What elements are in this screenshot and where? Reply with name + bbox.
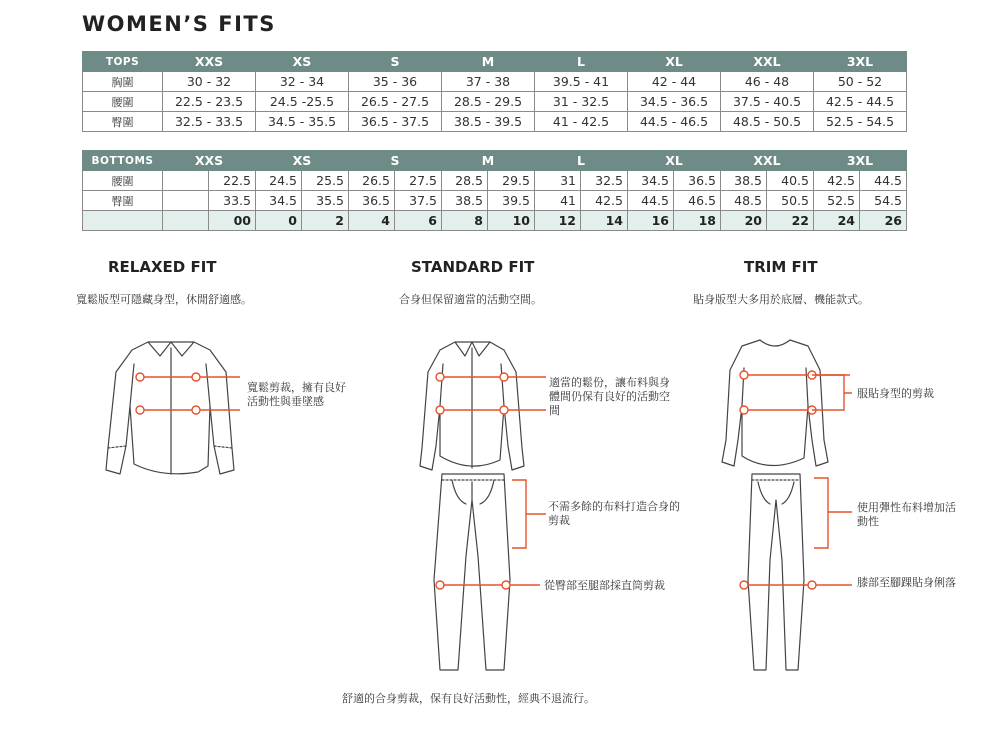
trim-leggings-icon: [748, 474, 804, 670]
table-cell: 39.5 - 41: [535, 72, 628, 92]
marker-circle: [192, 373, 200, 381]
standard-fit-description: 合身但保留適當的活動空間。: [399, 293, 542, 306]
table-cell: 32.5: [581, 171, 628, 191]
table-cell: 34.5 - 36.5: [628, 92, 721, 112]
marker-circle: [808, 581, 816, 589]
standard-fit-note-top: 適當的鬆份，讓布料與身體間仍保有良好的活動空間: [549, 376, 670, 417]
table-cell: 38.5: [721, 171, 767, 191]
table-cell: 41 - 42.5: [535, 112, 628, 132]
size-header-cell: 3XL: [814, 52, 907, 72]
us-size-cell: 16: [628, 211, 674, 231]
table-cell: 41: [535, 191, 581, 211]
table-cell: 26.5 - 27.5: [349, 92, 442, 112]
marker-circle: [740, 581, 748, 589]
page-title: WOMEN’S FITS: [82, 12, 276, 36]
table-cell: 28.5: [442, 171, 488, 191]
table-cell: 42.5: [581, 191, 628, 211]
table-cell: 46.5: [674, 191, 721, 211]
table-cell: 50 - 52: [814, 72, 907, 92]
relaxed-fit-title: RELAXED FIT: [108, 258, 217, 276]
table-cell: 37.5 - 40.5: [721, 92, 814, 112]
table-cell: 34.5: [628, 171, 674, 191]
row-label: 臀圍: [83, 191, 163, 211]
table-cell: 46 - 48: [721, 72, 814, 92]
table-cell: 52.5: [814, 191, 860, 211]
trim-fit-note-middle: 使用彈性布料增加活動性: [857, 501, 956, 528]
size-header-cell: S: [349, 151, 442, 171]
us-size-cell: 14: [581, 211, 628, 231]
size-header-cell: XS: [256, 151, 349, 171]
us-size-cell: 22: [767, 211, 814, 231]
relaxed-shirt-icon: [106, 342, 234, 474]
us-size-cell: 2: [302, 211, 349, 231]
table-cell: 33.5: [209, 191, 256, 211]
trim-fit-note-top: 服貼身型的剪裁: [857, 387, 934, 400]
trim-hip-bracket: [814, 478, 852, 548]
marker-circle: [136, 373, 144, 381]
relaxed-fit-description: 寬鬆版型可隱藏身型，休閒舒適感。: [76, 293, 252, 306]
standard-fit-title: STANDARD FIT: [411, 258, 535, 276]
marker-circle: [500, 406, 508, 414]
table-cell: 44.5 - 46.5: [628, 112, 721, 132]
footer-note: 舒適的合身剪裁，保有良好活動性，經典不退流行。: [342, 692, 595, 705]
table-cell: 31 - 32.5: [535, 92, 628, 112]
table-cell: 36.5: [349, 191, 395, 211]
row-label: 胸圍: [83, 72, 163, 92]
table-cell: 38.5 - 39.5: [442, 112, 535, 132]
size-header-cell: S: [349, 52, 442, 72]
standard-hip-bracket: [512, 480, 546, 548]
trim-chest-bracket: [812, 375, 852, 410]
size-header-cell: M: [442, 151, 535, 171]
size-header-cell: XXL: [721, 151, 814, 171]
table-cell: 28.5 - 29.5: [442, 92, 535, 112]
table-cell: 52.5 - 54.5: [814, 112, 907, 132]
table-cell: 24.5 -25.5: [256, 92, 349, 112]
size-header-cell: L: [535, 52, 628, 72]
table-cell: 22.5 - 23.5: [163, 92, 256, 112]
row-label: 腰圍: [83, 92, 163, 112]
size-header-cell: XXS: [163, 151, 256, 171]
table-cell: 36.5: [674, 171, 721, 191]
table-cell: 25.5: [302, 171, 349, 191]
us-size-cell: 18: [674, 211, 721, 231]
table-cell: 44.5: [628, 191, 674, 211]
marker-circle: [740, 406, 748, 414]
marker-circle: [500, 373, 508, 381]
table-cell: 48.5 - 50.5: [721, 112, 814, 132]
us-size-cell: 8: [442, 211, 488, 231]
table-cell: 42.5: [814, 171, 860, 191]
table-cell: 27.5: [395, 171, 442, 191]
size-header-cell: L: [535, 151, 628, 171]
table-cell: 32 - 34: [256, 72, 349, 92]
table-cell: 34.5 - 35.5: [256, 112, 349, 132]
marker-circle: [136, 406, 144, 414]
table-cell: 24.5: [256, 171, 302, 191]
table-cell: 26.5: [349, 171, 395, 191]
us-size-cell: 6: [395, 211, 442, 231]
table-cell: 40.5: [767, 171, 814, 191]
table-cell: 22.5: [209, 171, 256, 191]
size-header-cell: M: [442, 52, 535, 72]
marker-circle: [436, 373, 444, 381]
table-cell: 35.5: [302, 191, 349, 211]
tops-header-label: TOPS: [83, 52, 163, 72]
table-cell: 50.5: [767, 191, 814, 211]
table-cell: 44.5: [860, 171, 907, 191]
us-size-cell: 4: [349, 211, 395, 231]
trim-tee-icon: [722, 340, 828, 466]
us-size-cell: 24: [814, 211, 860, 231]
table-cell: 29.5: [488, 171, 535, 191]
us-size-cell: 0: [256, 211, 302, 231]
trim-fit-description: 貼身版型大多用於底層、機能款式。: [693, 293, 869, 306]
size-header-cell: XL: [628, 151, 721, 171]
table-cell: 48.5: [721, 191, 767, 211]
table-cell: 37.5: [395, 191, 442, 211]
table-cell: 35 - 36: [349, 72, 442, 92]
table-cell: 32.5 - 33.5: [163, 112, 256, 132]
row-label: 腰圍: [83, 171, 163, 191]
us-size-cell: 20: [721, 211, 767, 231]
table-cell: 42.5 - 44.5: [814, 92, 907, 112]
relaxed-fit-note: 寬鬆剪裁，擁有良好活動性與垂墜感: [247, 381, 346, 408]
table-cell: 38.5: [442, 191, 488, 211]
marker-circle: [436, 406, 444, 414]
us-size-cell: 00: [209, 211, 256, 231]
trim-fit-title: TRIM FIT: [744, 258, 818, 276]
table-cell: 37 - 38: [442, 72, 535, 92]
row-label: 臀圍: [83, 112, 163, 132]
table-cell: 34.5: [256, 191, 302, 211]
size-header-cell: XXL: [721, 52, 814, 72]
marker-circle: [436, 581, 444, 589]
table-cell: 31: [535, 171, 581, 191]
us-size-cell: 12: [535, 211, 581, 231]
standard-fit-note-middle: 不需多餘的布料打造合身的剪裁: [548, 500, 680, 527]
table-cell: 42 - 44: [628, 72, 721, 92]
standard-shirt-icon: [420, 342, 524, 470]
table-cell: 30 - 32: [163, 72, 256, 92]
marker-circle: [740, 371, 748, 379]
marker-circle: [502, 581, 510, 589]
table-cell: 39.5: [488, 191, 535, 211]
us-size-cell: 26: [860, 211, 907, 231]
marker-circle: [192, 406, 200, 414]
table-cell: 36.5 - 37.5: [349, 112, 442, 132]
size-header-cell: XS: [256, 52, 349, 72]
table-cell: 54.5: [860, 191, 907, 211]
standard-fit-note-bottom: 從臀部至腿部採直筒剪裁: [544, 579, 665, 592]
standard-pants-icon: [434, 474, 510, 670]
size-header-cell: 3XL: [814, 151, 907, 171]
size-header-cell: XXS: [163, 52, 256, 72]
us-size-cell: 10: [488, 211, 535, 231]
bottoms-header-label: BOTTOMS: [83, 151, 163, 171]
size-header-cell: XL: [628, 52, 721, 72]
trim-fit-note-bottom: 膝部至腳踝貼身俐落: [857, 576, 956, 589]
